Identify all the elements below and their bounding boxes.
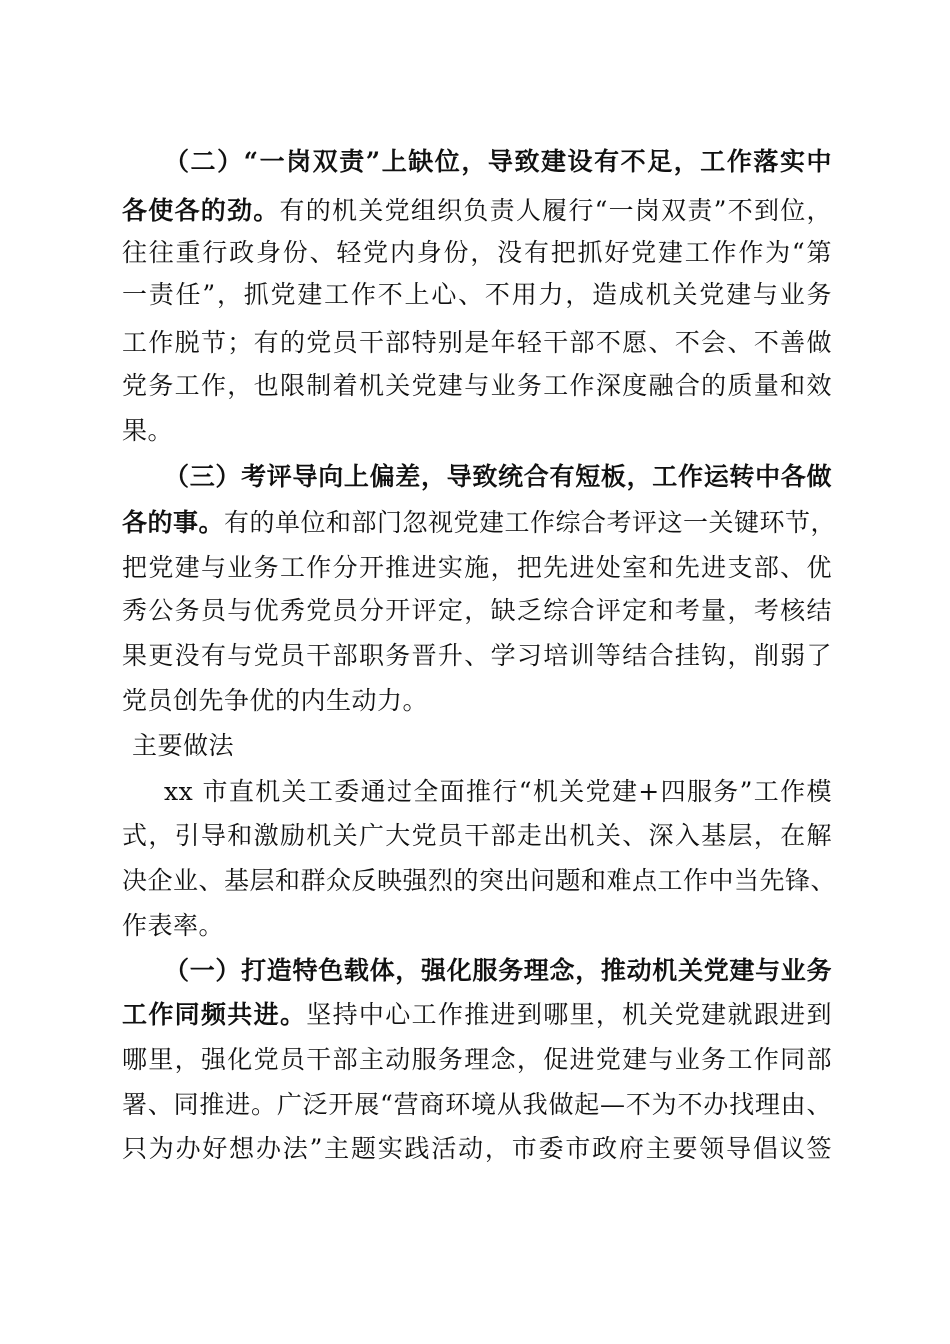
text-line xyxy=(122,194,832,228)
body-text: xx 市直机关工委通过全面推行“机关党建+四服务”工作模 xyxy=(164,777,832,806)
text-line xyxy=(164,145,832,179)
text-line xyxy=(122,414,832,448)
text-line xyxy=(164,954,832,988)
body-text: 决企业、基层和群众反映强烈的突出问题和难点工作中当先锋、 xyxy=(122,866,837,895)
text-line xyxy=(122,278,832,312)
body-text: 一责任”，抓党建工作不上心、不用力，造成机关党建与业务 xyxy=(122,280,832,309)
body-text: 作表率。 xyxy=(122,911,225,940)
section-heading: 主要做法 xyxy=(132,731,235,760)
text-line xyxy=(122,326,832,360)
body-text: 秀公务员与优秀党员分开评定，缺乏综合评定和考量，考核结 xyxy=(122,596,832,625)
body-text: 把党建与业务工作分开推进实施，把先进处室和先进支部、优 xyxy=(122,553,832,582)
bold-text: （三）考评导向上偏差，导致统合有短板，工作运转中各做 xyxy=(164,462,832,491)
text-line xyxy=(122,369,832,403)
body-text: 果。 xyxy=(122,416,174,445)
body-text: 党务工作，也限制着机关党建与业务工作深度融合的质量和效 xyxy=(122,371,832,400)
text-line xyxy=(122,551,832,585)
text-line xyxy=(122,909,832,943)
text-line xyxy=(122,1132,832,1166)
body-text: 果更没有与党员干部职务晋升、学习培训等结合挂钩，削弱了 xyxy=(122,641,832,670)
text-line xyxy=(164,775,832,809)
body-text: 往往重行政身份、轻党内身份，没有把抓好党建工作作为“第 xyxy=(122,238,832,267)
body-text: 有的单位和部门忽视党建工作综合考评这一关键环节， xyxy=(224,508,837,537)
text-line xyxy=(122,819,832,853)
body-text: 哪里，强化党员干部主动服务理念，促进党建与业务工作同部 xyxy=(122,1045,832,1074)
text-line xyxy=(122,998,832,1032)
text-line xyxy=(164,460,832,494)
text-line xyxy=(122,1088,832,1122)
text-line xyxy=(122,236,832,270)
body-text: 坚持中心工作推进到哪里，机关党建就跟进到 xyxy=(306,1000,832,1029)
body-text: 署、同推进。广泛开展“营商环境从我做起—不为不办找理由、 xyxy=(122,1090,832,1119)
bold-text: 各的事。 xyxy=(122,508,225,537)
text-line xyxy=(122,506,837,540)
text-line xyxy=(122,1043,832,1077)
bold-text: 工作同频共进。 xyxy=(122,1000,307,1029)
body-text: 只为办好想办法”主题实践活动，市委市政府主要领导倡议签 xyxy=(122,1134,832,1163)
bold-text: （一）打造特色载体，强化服务理念，推动机关党建与业务 xyxy=(164,956,832,985)
body-text: 工作脱节；有的党员干部特别是年轻干部不愿、不会、不善做 xyxy=(122,328,832,357)
bold-text: 各使各的劲。 xyxy=(122,196,280,225)
body-text: 式，引导和激励机关广大党员干部走出机关、深入基层，在解 xyxy=(122,821,832,850)
text-line xyxy=(122,594,832,628)
text-line xyxy=(122,639,832,673)
bold-text: （二）“一岗双责”上缺位，导致建设有不足，工作落实中 xyxy=(164,147,832,176)
body-text: 党员创先争优的内生动力。 xyxy=(122,686,429,715)
body-text: 有的机关党组织负责人履行“一岗双责”不到位， xyxy=(279,196,832,225)
text-line xyxy=(122,864,837,898)
text-line xyxy=(122,684,832,718)
